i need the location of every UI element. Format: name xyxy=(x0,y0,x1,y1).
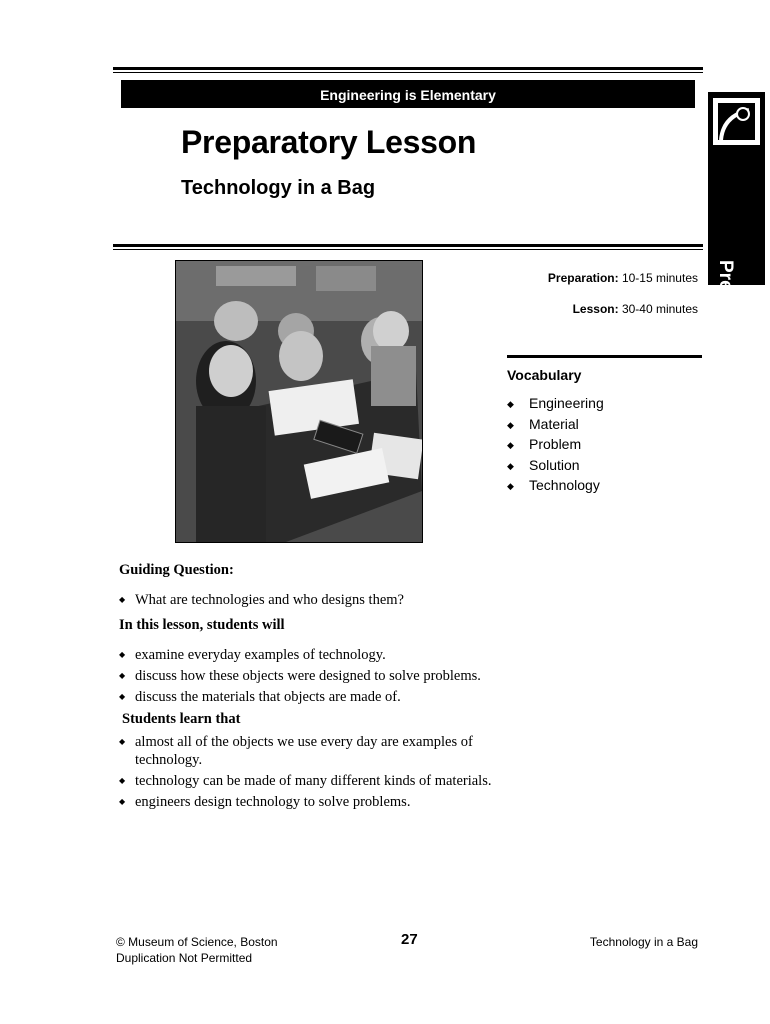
list-item: ◆ technology can be made of many different kinds of materials. xyxy=(119,773,492,789)
students-will-list xyxy=(119,646,519,709)
footer-unit-title: Technology in a Bag xyxy=(589,935,698,949)
preparation-time xyxy=(548,271,698,285)
lesson-value: 30-40 minutes xyxy=(618,302,698,316)
diamond-bullet-icon: ◆ xyxy=(119,797,126,806)
footer-duplication: Duplication Not Permitted xyxy=(116,951,253,965)
page-title: Preparatory Lesson xyxy=(181,124,477,160)
diamond-bullet-icon: ◆ xyxy=(507,399,514,409)
guiding-question-heading: Guiding Question: xyxy=(119,562,234,578)
diamond-bullet-icon: ◆ xyxy=(119,671,126,680)
lesson-label: Lesson: xyxy=(572,302,619,316)
students-will-heading: In this lesson, students will xyxy=(119,617,285,633)
vocabulary-title: Vocabulary xyxy=(507,367,582,383)
diamond-bullet-icon: ◆ xyxy=(119,692,126,701)
vocabulary-item: ◆ Engineering xyxy=(507,393,604,414)
students-learn-list xyxy=(119,733,499,814)
list-item: ◆ engineers design technology to solve problems. xyxy=(119,794,411,810)
top-rule-thin xyxy=(113,72,703,73)
diamond-bullet-icon: ◆ xyxy=(119,595,126,604)
lesson-time xyxy=(573,302,698,316)
diamond-bullet-icon: ◆ xyxy=(507,481,514,491)
classroom-photo xyxy=(175,260,423,543)
vocabulary-rule xyxy=(507,355,702,358)
list-item: ◆ almost all of the objects we use every day are examples of technology. xyxy=(119,734,473,768)
prep-lesson-tab xyxy=(708,92,765,375)
guiding-question-list xyxy=(119,591,519,612)
diamond-bullet-icon: ◆ xyxy=(507,460,514,471)
list-item: ◆ discuss the materials that objects are made of. xyxy=(119,689,401,705)
header-banner: Engineering is Elementary xyxy=(121,80,695,108)
vocabulary-item: ◆ Solution xyxy=(507,455,604,476)
top-rule xyxy=(113,67,703,70)
title-rule-thin xyxy=(113,249,703,250)
list-item: ◆ What are technologies and who designs them? xyxy=(119,592,404,608)
page-number: 27 xyxy=(401,931,418,948)
vocabulary-item: ◆ Problem xyxy=(507,434,604,455)
vocabulary-item: ◆ Technology xyxy=(507,475,604,496)
preparation-value: 10-15 minutes xyxy=(618,271,698,285)
diamond-bullet-icon: ◆ xyxy=(119,737,126,746)
footer-copyright: © Museum of Science, Boston xyxy=(116,935,278,949)
vocabulary-list xyxy=(507,393,604,496)
diamond-bullet-icon: ◆ xyxy=(507,440,514,450)
diamond-bullet-icon: ◆ xyxy=(119,650,126,659)
students-learn-heading: Students learn that xyxy=(122,711,241,727)
list-item: ◆ discuss how these objects were designed to solve problems. xyxy=(119,668,481,684)
diamond-bullet-icon: ◆ xyxy=(507,419,514,430)
classroom-photo-image xyxy=(176,261,422,542)
vocabulary-item: ◆ Material xyxy=(507,414,604,435)
list-item: ◆ examine everyday examples of technology. xyxy=(119,647,386,663)
side-tab-label: Prep Lesson xyxy=(715,260,736,375)
title-rule xyxy=(113,244,703,247)
page-subtitle: Technology in a Bag xyxy=(181,177,376,199)
diamond-bullet-icon: ◆ xyxy=(119,776,126,785)
eie-logo-icon xyxy=(713,98,760,145)
preparation-label: Preparation: xyxy=(547,271,619,285)
